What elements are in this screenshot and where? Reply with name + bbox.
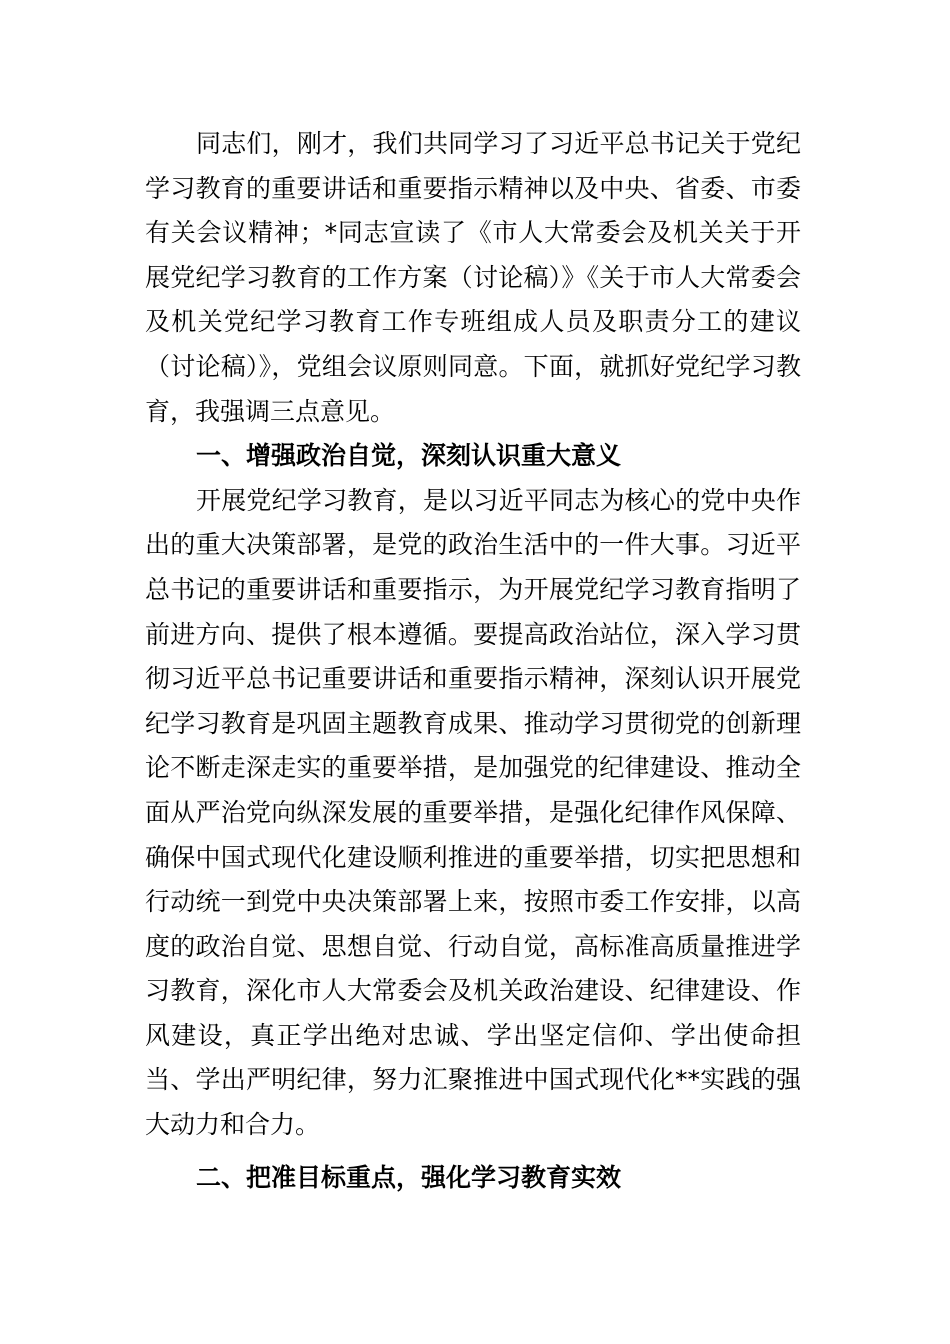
section-heading-2: 二、把准目标重点，强化学习教育实效 bbox=[196, 1162, 622, 1192]
document-body bbox=[145, 122, 801, 1200]
opening-paragraph: 同志们，刚才，我们共同学习了习近平总书记关于党纪学习教育的重要讲话和重要指示精神以及中央、省委、市委有关会议精神；*同志宣读了《市人大常委会及机关关于开展党纪学习教育的工作方案（讨论稿）》《关于市人大常委会及机关党纪学习教育工作专班组成人员及职责分工的建议（讨论稿）》，党组会议原则同意。下面，就抓好党纪学习教育，我强调三点意见。 bbox=[145, 129, 801, 426]
section-1-paragraph: 开展党纪学习教育，是以习近平同志为核心的党中央作出的重大决策部署，是党的政治生活中的一件大事。习近平总书记的重要讲话和重要指示，为开展党纪学习教育指明了前进方向、提供了根本遵循。要提高政治站位，深入学习贯彻习近平总书记重要讲话和重要指示精神，深刻认识开展党纪学习教育是巩固主题教育成果、推动学习贯彻党的创新理论不断走深走实的重要举措，是加强党的纪律建设、推动全面从严治党向纵深发展的重要举措，是强化纪律作风保障、确保中国式现代化建设顺利推进的重要举措，切实把思想和行动统一到党中央决策部署上来，按照市委工作安排，以高度的政治自觉、思想自觉、行动自觉，高标准高质量推进学习教育，深化市人大常委会及机关政治建设、纪律建设、作风建设，真正学出绝对忠诚、学出坚定信仰、学出使命担当、学出严明纪律，努力汇聚推进中国式现代化**实践的强大动力和合力。 bbox=[145, 485, 801, 1140]
section-heading-1: 一、增强政治自觉，深刻认识重大意义 bbox=[196, 441, 622, 471]
